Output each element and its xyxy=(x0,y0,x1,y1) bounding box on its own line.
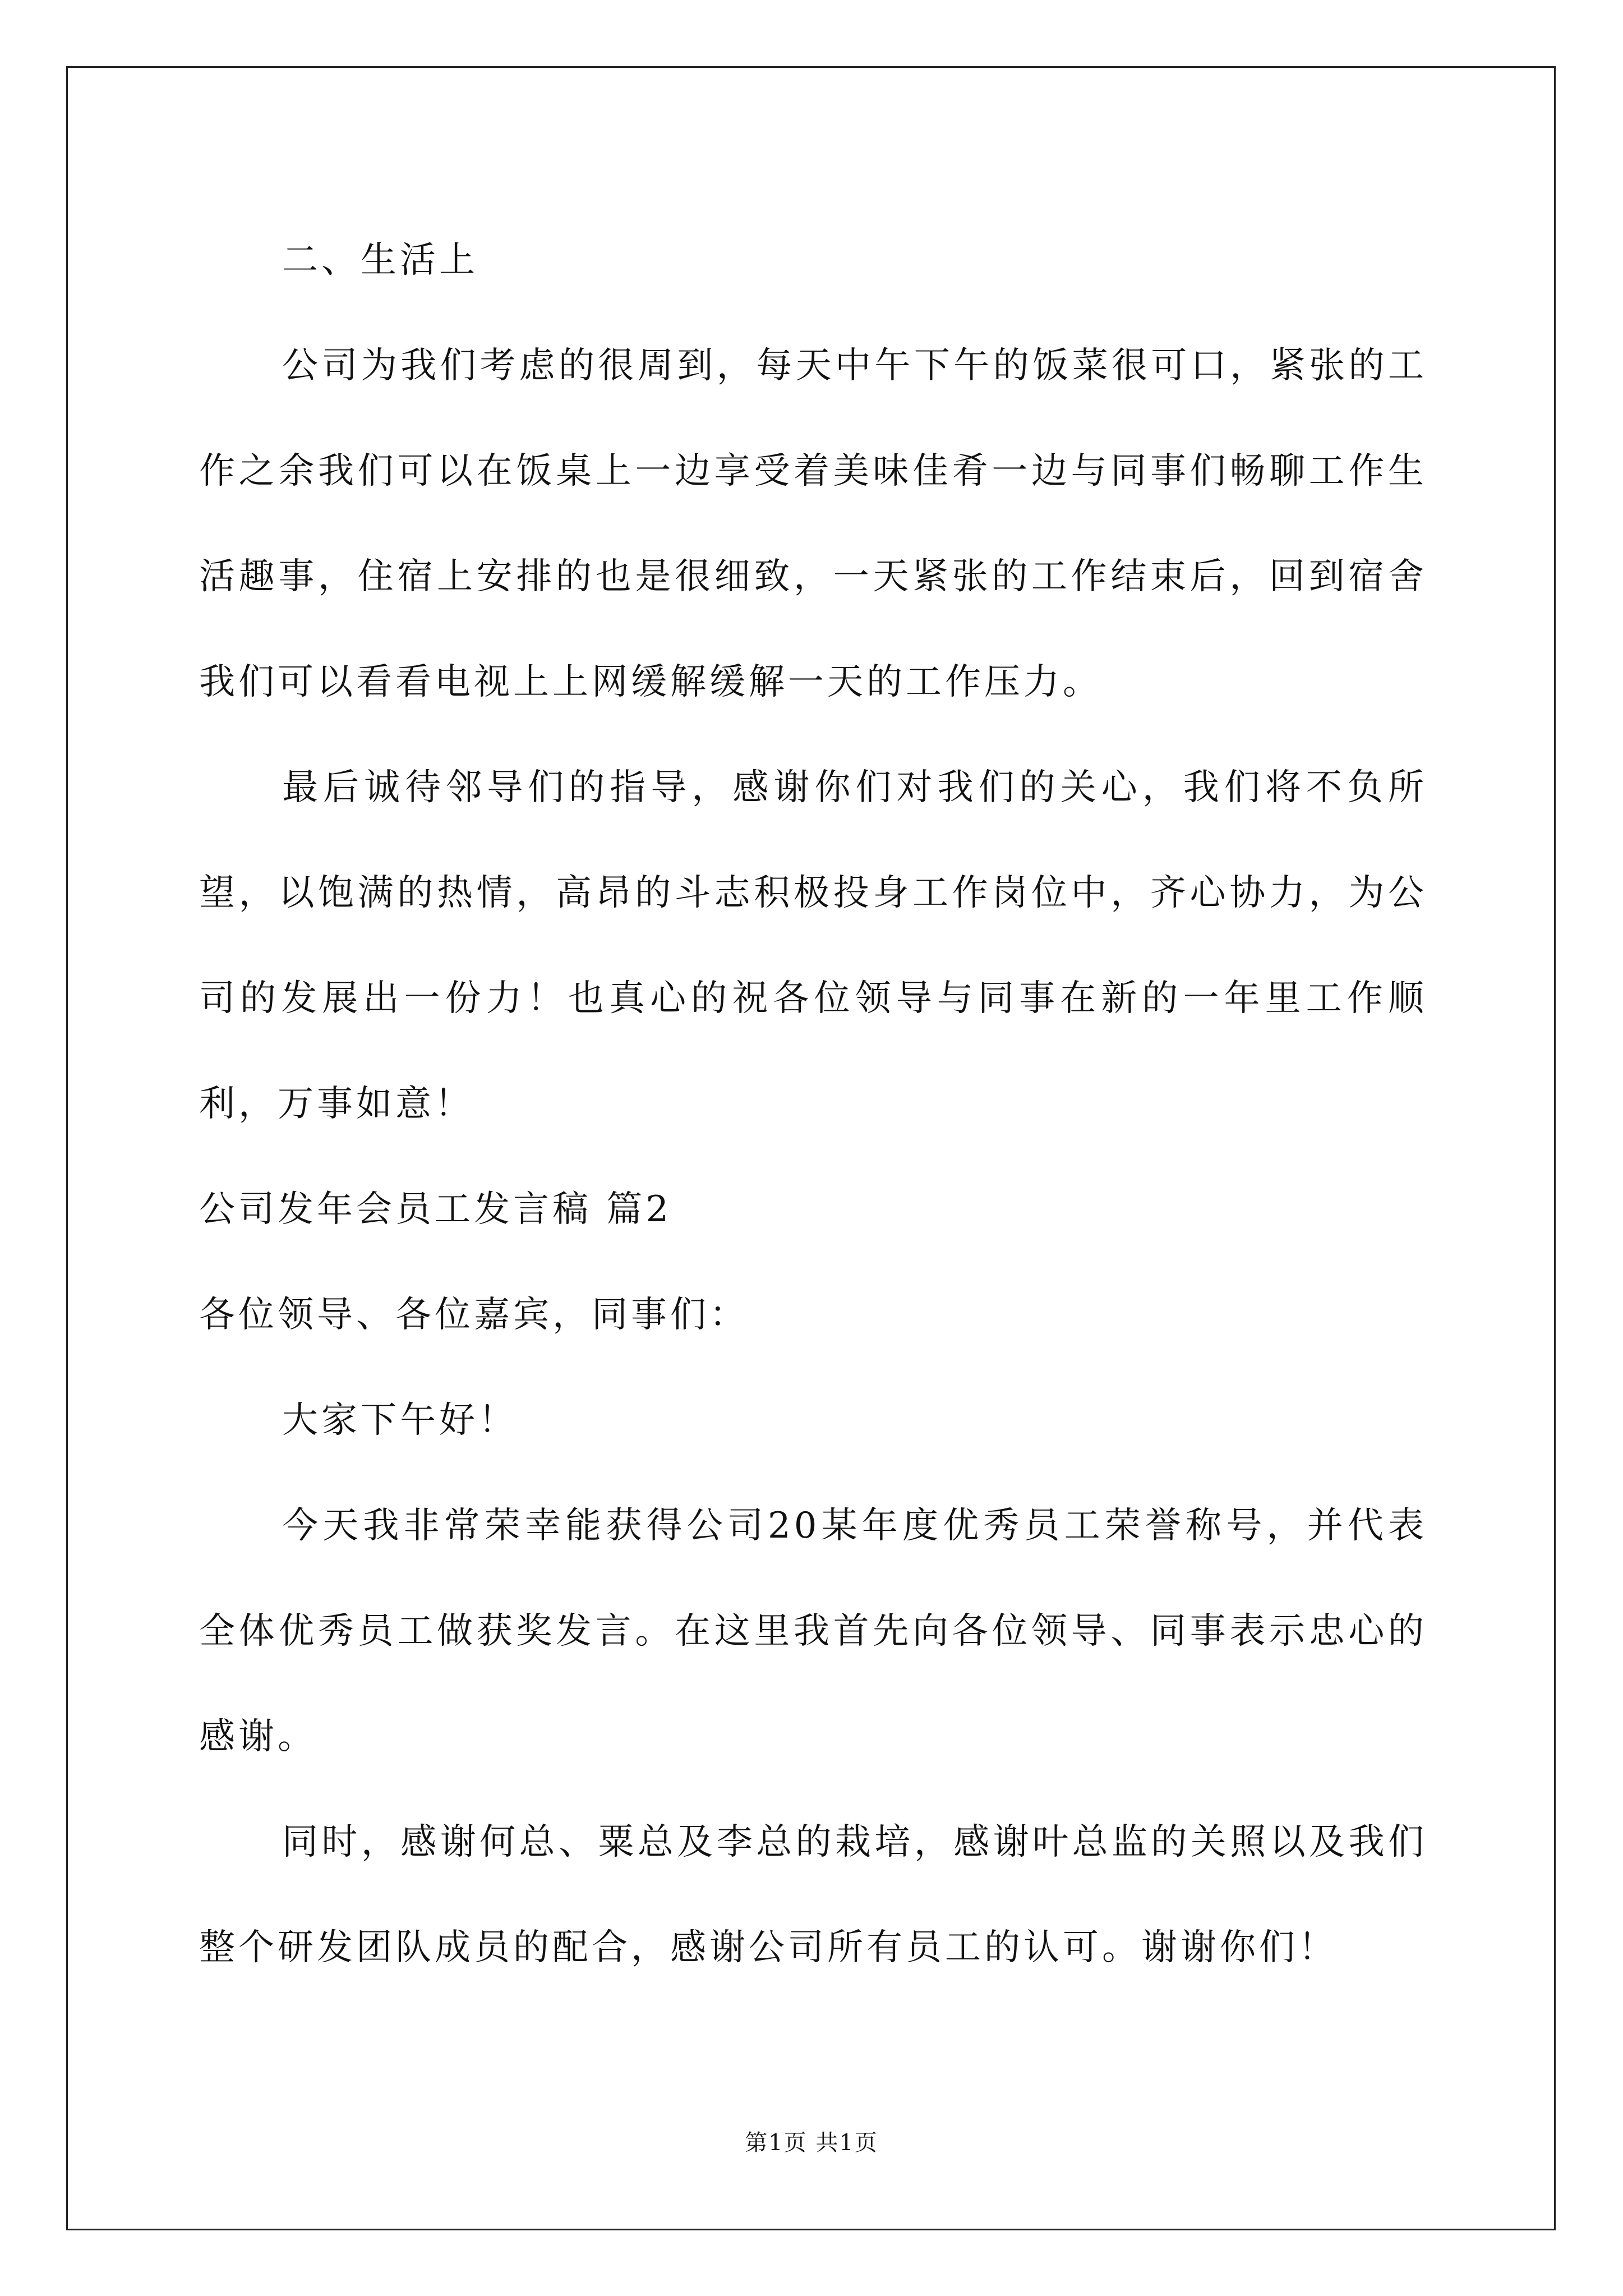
paragraph-2: 公司为我们考虑的很周到，每天中午下午的饭菜很可口，紧张的工作之余我们可以在饭桌上一边享受着美味佳肴一边与同事们畅聊工作生活趣事，住宿上安排的也是很细致，一天紧张的工作结束后，回到宿舍我们可以看看电视上上网缓解缓解一天的工作压力。 xyxy=(199,345,1427,703)
salutation: 各位领导、各位嘉宾，同事们： xyxy=(199,1294,749,1336)
page-footer: 第1页 共1页 xyxy=(745,2130,878,2156)
document-body xyxy=(199,208,1427,2000)
paragraph-1: 二、生活上 xyxy=(282,240,478,281)
paragraph-8: 同时，感谢何总、粟总及李总的栽培，感谢叶总监的关照以及我们整个研发团队成员的配合，感谢公司所有员工的认可。谢谢你们！ xyxy=(199,1821,1427,1968)
paragraph-7: 今天我非常荣幸能获得公司20某年度优秀员工荣誉称号，并代表全体优秀员工做获奖发言。在这里我首先向各位领导、同事表示忠心的感谢。 xyxy=(199,1505,1427,1757)
paragraph-3: 最后诚待邻导们的指导，感谢你们对我们的关心，我们将不负所望，以饱满的热情，高昂的斗志积极投身工作岗位中，齐心协力，为公司的发展出一份力！也真心的祝各位领导与同事在新的一年里工作顺利，万事如意！ xyxy=(199,767,1427,1125)
section-heading: 公司发年会员工发言稿 篇2 xyxy=(199,1189,672,1230)
greeting: 大家下午好！ xyxy=(282,1400,518,1441)
